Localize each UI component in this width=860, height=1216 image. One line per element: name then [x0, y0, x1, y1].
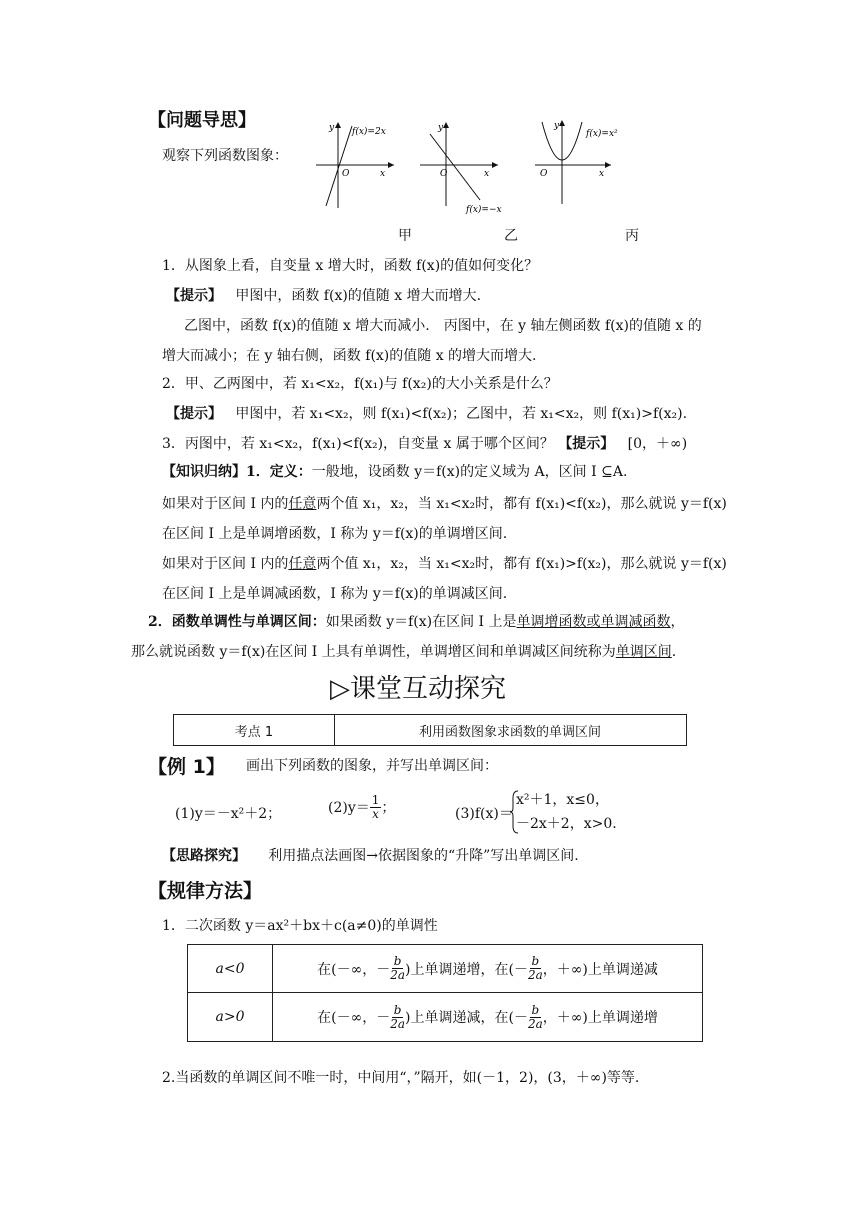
- graph-jia-func: f(x)=2x: [352, 127, 386, 137]
- fraction-denominator: 2a: [527, 968, 543, 982]
- graph-bing-x: x: [599, 169, 605, 179]
- method-1: 1．二次函数 y＝ax²＋bx＋c(a≠0)的单调性: [162, 918, 438, 934]
- any-underlined: 任意: [288, 556, 317, 572]
- piecewise-case-2: －2x＋2，x>0.: [516, 816, 617, 832]
- thinking-row: [162, 846, 579, 866]
- fraction-denominator: x: [372, 807, 379, 821]
- fraction-numerator: b: [531, 954, 540, 968]
- row-1-text-a: 在(－∞，－: [317, 961, 391, 978]
- graph-bing-o: O: [540, 169, 548, 179]
- table-cond-2: a>0: [215, 1009, 245, 1025]
- row-1-text-c: ，＋∞)上单调递减: [542, 961, 658, 978]
- method-heading: 【规律方法】: [148, 880, 263, 902]
- observe-text: 观察下列函数图象：: [162, 148, 288, 164]
- table-row-1: [273, 945, 702, 992]
- answer-1-line-3: 增大而减小；在 y 轴右侧，函数 f(x)的值随 x 的增大而增大.: [162, 348, 537, 364]
- row-2-text-b: )上单调递减，在(－: [405, 1010, 528, 1026]
- monotonic-text-d: .: [671, 644, 677, 660]
- knowledge-label: 【知识归纳】: [162, 464, 246, 480]
- graph-yi-y: y: [438, 123, 444, 133]
- increasing-text-a: 如果对于区间 I 内的: [162, 496, 289, 512]
- question-3: 3．丙图中，若 x₁<x₂，f(x₁)<f(x₂)，自变量 x 属于哪个区间？: [162, 436, 554, 452]
- row-1-text-b: )上单调递增，在(－: [405, 961, 528, 978]
- kaodian-right: 利用函数图象求函数的单调区间: [418, 724, 601, 740]
- increasing-line-2: 在区间 I 上是单调增函数，I 称为 y＝f(x)的单调增区间.: [162, 526, 508, 542]
- graph-label-yi: 乙: [504, 228, 518, 244]
- hint-label: 【提示】: [558, 436, 615, 452]
- increasing-line-1: [162, 494, 727, 514]
- section-heading: 【问题导思】: [148, 110, 256, 131]
- graph-label-jia: 甲: [398, 228, 412, 244]
- thinking-text: 利用描点法画图→依据图象的“升降”写出单调区间.: [268, 848, 579, 864]
- hint-2: [166, 404, 687, 424]
- fraction-denominator: 2a: [527, 1016, 543, 1031]
- graph-label-bing: 丙: [625, 228, 639, 244]
- monotonic-label: 2．函数单调性与单调区间：: [148, 614, 326, 630]
- graph-yi-x: x: [484, 169, 490, 179]
- table-cond-1: a<0: [215, 960, 245, 977]
- hint-label: 【提示】: [166, 406, 222, 422]
- decreasing-line-1: [162, 554, 727, 574]
- fraction-numerator: b: [393, 1002, 402, 1017]
- kaodian-left: 考点 1: [234, 724, 274, 740]
- kaodian-box: [173, 714, 687, 746]
- definition-label: 1．定义：: [246, 464, 312, 480]
- graph-jia-o: O: [342, 169, 350, 179]
- fraction-one-over-x: [370, 794, 382, 821]
- monotonic-text-c: 那么就说函数 y＝f(x)在区间 I 上具有单调性，单调增区间和单调减区间统称为: [131, 644, 616, 660]
- piecewise-case-1: x²＋1，x≤0，: [516, 792, 609, 808]
- row-2-text-c: ，＋∞)上单调递增: [542, 1010, 658, 1026]
- example-1-label: 【例 1】: [148, 756, 225, 778]
- monotonic-table: [187, 944, 703, 1042]
- fraction-denominator: 2a: [390, 968, 406, 982]
- graph-yi-func: f(x)=−x: [466, 205, 502, 215]
- monotonic-line-1: [148, 612, 685, 632]
- fraction-b-over-2a: [390, 955, 405, 982]
- classroom-title: ▷课堂互动探究: [330, 674, 506, 704]
- fraction-b-over-2a: [528, 955, 543, 982]
- graph-yi: [420, 120, 505, 215]
- graph-jia-x: x: [380, 169, 386, 179]
- definition-text: 一般地，设函数 y＝f(x)的定义域为 A，区间 I ⊆A.: [311, 464, 628, 480]
- increasing-text-b: 两个值 x₁，x₂，当 x₁<x₂时，都有 f(x₁)<f(x₂)，那么就说 y＝f(x): [316, 496, 727, 512]
- graph-bing: [535, 118, 625, 208]
- row-2-text-a: 在(－∞，－: [317, 1010, 391, 1026]
- part-2-prefix: (2)y＝: [328, 799, 370, 816]
- example-1-part-3-prefix: (3)f(x)＝: [455, 806, 513, 822]
- fraction-b-over-2a: [528, 1004, 543, 1031]
- table-row-2: [273, 993, 702, 1041]
- example-1-part-1: (1)y＝－x²＋2；: [175, 806, 282, 822]
- graph-jia: [316, 120, 396, 210]
- decreasing-text-a: 如果对于区间 I 内的: [162, 556, 289, 572]
- part-2-suffix: ；: [381, 799, 396, 816]
- decreasing-text-b: 两个值 x₁，x₂，当 x₁<x₂时，都有 f(x₁)>f(x₂)，那么就说 y＝f(x): [316, 556, 727, 572]
- fraction-numerator: 1: [371, 793, 380, 807]
- decreasing-line-2: 在区间 I 上是单调减函数，I 称为 y＝f(x)的单调减区间.: [162, 586, 508, 602]
- answer-3: [0，＋∞): [627, 436, 688, 452]
- graph-jia-y: y: [329, 123, 335, 133]
- fraction-numerator: b: [531, 1002, 540, 1017]
- answer-1-line-2: 乙图中，函数 f(x)的值随 x 增大而减小. 丙图中，在 y 轴左侧函数 f(x)的值随 x 的: [184, 318, 702, 334]
- knowledge-definition: [162, 462, 627, 482]
- fraction-denominator: 2a: [390, 1016, 406, 1031]
- method-2: 2.当函数的单调区间不唯一时，中间用“，”隔开，如(－1，2)，(3，＋∞)等等.: [162, 1070, 640, 1086]
- answer-1-line-1: 甲图中，函数 f(x)的值随 x 增大而增大.: [235, 288, 482, 304]
- monotonic-text-a: 如果函数 y＝f(x)在区间 I 上是: [325, 614, 517, 630]
- question-2: 2．甲、乙两图中，若 x₁<x₂，f(x₁)与 f(x₂)的大小关系是什么？: [162, 376, 558, 392]
- graph-yi-o: O: [440, 169, 448, 179]
- monotonic-line-2: [131, 642, 676, 662]
- hint-label: 【提示】: [166, 288, 222, 304]
- example-1-part-2: [328, 794, 395, 821]
- question-3-row: [162, 434, 687, 454]
- hint-1: [166, 286, 481, 306]
- answer-2: 甲图中，若 x₁<x₂，则 f(x₁)<f(x₂)；乙图中，若 x₁<x₂，则 f(x₁)>f(x₂).: [235, 406, 688, 422]
- graph-bing-y: y: [554, 121, 560, 131]
- question-1: 1．从图象上看，自变量 x 增大时，函数 f(x)的值如何变化？: [162, 258, 539, 274]
- fraction-numerator: b: [393, 954, 402, 968]
- graph-bing-func: f(x)=x²: [586, 129, 618, 139]
- thinking-label: 【思路探究】: [162, 848, 246, 864]
- monotonic-underlined: 单调增函数或单调减函数: [516, 614, 671, 630]
- fraction-b-over-2a: [390, 1004, 405, 1031]
- any-underlined: 任意: [288, 496, 317, 512]
- monotonic-interval-underlined: 单调区间: [615, 644, 672, 660]
- example-1-text: 画出下列函数的图象，并写出单调区间：: [246, 758, 498, 774]
- monotonic-text-b: ，: [670, 614, 685, 630]
